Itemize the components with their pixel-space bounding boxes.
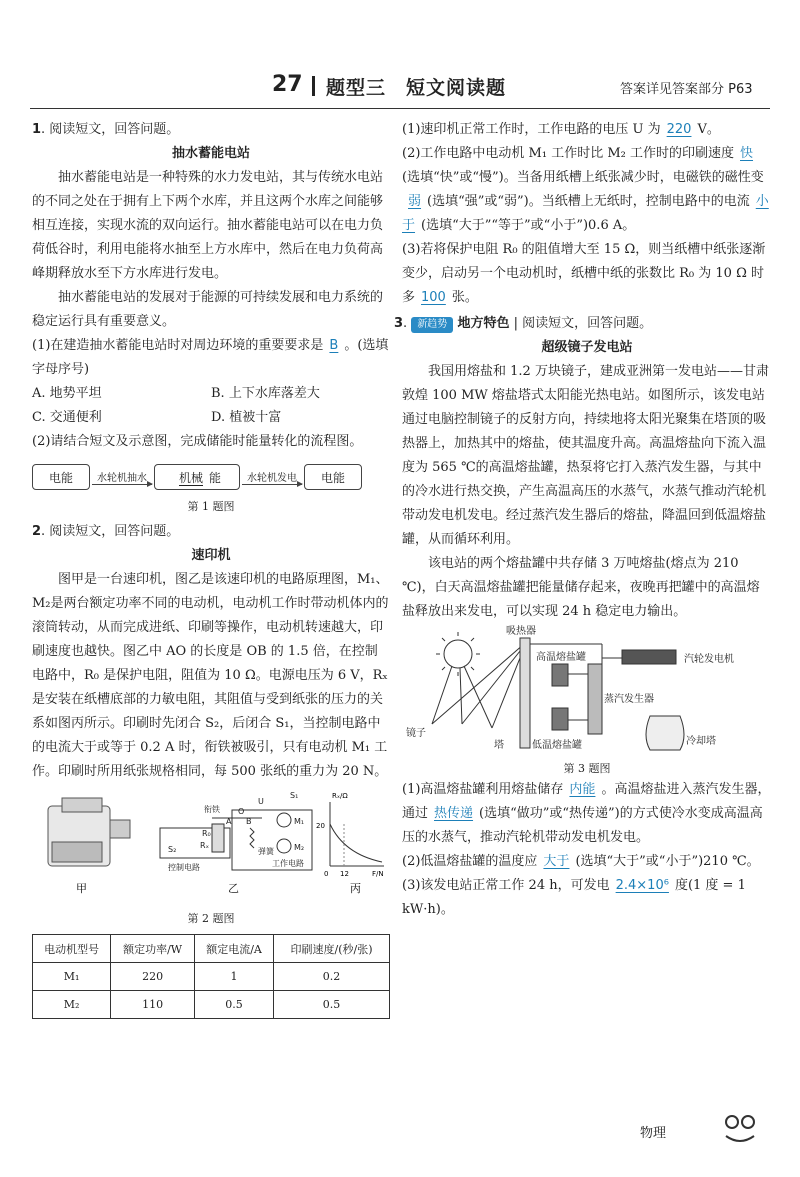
label-absorber: 吸热器 <box>506 626 536 637</box>
option-a: A. 地势平坦 <box>32 386 102 401</box>
resistance-graph <box>316 792 384 895</box>
label-s1: S₁ <box>290 791 299 800</box>
sub-question-text: (选填“大于”“等于”或“小于”)0.6 A。 <box>421 218 636 233</box>
flow-box: 电能 <box>304 464 362 490</box>
graph-tick-0: 0 <box>324 870 329 878</box>
sub-question-text: (选填“快”或“慢”)。当备用纸槽上纸张减少时，电磁铁的磁性变 <box>402 170 764 185</box>
feature-label: 地方特色 <box>457 316 510 331</box>
flow-arrow-label: 水轮机发电 <box>247 473 297 484</box>
label-tower: 塔 <box>494 740 504 751</box>
flow-arrow-label: 水轮机抽水 <box>97 473 147 484</box>
article-paragraph: 抽水蓄能电站的发展对于能源的可持续发展和电力系统的稳定运行具有重要意义。 <box>32 290 384 329</box>
sub-question-text: (2)工作电路中电动机 M₁ 工作时比 M₂ 工作时的印刷速度 <box>402 146 734 161</box>
figure-label-bing: 丙 <box>350 882 361 895</box>
table-header: 电动机型号 <box>33 935 111 963</box>
label-b: B <box>246 817 252 826</box>
label-cooling-tower: 冷却塔 <box>686 736 716 747</box>
label-turbine: 汽轮发电机 <box>684 654 734 665</box>
sub-question-text: (选填“做功”或“热传递”)的方式使冷水变成高温高压的水蒸气，推动汽轮机带动发电机发电。 <box>402 806 763 845</box>
table-cell: 0.5 <box>274 991 390 1019</box>
article-title: 抽水蓄能电站 <box>171 146 250 161</box>
page-number: 27 <box>272 72 303 97</box>
table-cell: M₂ <box>33 991 111 1019</box>
article-title: 速印机 <box>191 548 231 563</box>
graph-y-axis-label: Rₓ/Ω <box>332 792 348 800</box>
sub-question <box>402 850 772 874</box>
table-row <box>33 963 390 991</box>
flow-arrow <box>240 469 304 485</box>
option-c: C. 交通便利 <box>32 410 102 425</box>
flow-arrow <box>90 469 154 485</box>
energy-flow-diagram <box>32 460 390 494</box>
table-header: 额定电流/A <box>194 935 273 963</box>
sub-question-text: 。(选填字母序号) <box>32 338 389 377</box>
option-d: D. 植被十富 <box>211 410 282 425</box>
circuit-labels <box>168 791 304 895</box>
label-a: A <box>226 817 232 826</box>
figure-caption: 第 3 题图 <box>563 762 611 775</box>
question-prompt: . 阅读短文，回答问题。 <box>41 122 180 137</box>
tower <box>520 638 530 748</box>
table-cell: 0.2 <box>274 963 390 991</box>
sub-question-text: (1)速印机正常工作时，工作电路的电压 U 为 <box>402 122 661 137</box>
figure-label-jia: 甲 <box>76 882 87 895</box>
answer-blank: 220 <box>666 122 692 137</box>
sub-question-text: (3)若将保护电阻 R₀ 的阻值增大至 15 Ω，则当纸槽中纸张逐渐变少，启动另一个电动机时，纸槽中纸的张数比 R₀ 为 10 Ω 时多 <box>402 242 766 305</box>
sub-question-text: 。高温熔盐进入蒸汽发生器，通过 <box>402 782 771 821</box>
label-hot-tank: 高温熔盐罐 <box>536 652 586 663</box>
answer-blank: 2.4×10⁶ <box>615 878 669 893</box>
answer-blank: B <box>329 338 339 353</box>
table-cell: 0.5 <box>194 991 273 1019</box>
table-cell: 1 <box>194 963 273 991</box>
sun-icon <box>436 632 480 676</box>
section-title: 题型三 短文阅读题 <box>326 77 507 99</box>
sub-question <box>32 334 390 382</box>
solar-plant-figure <box>402 624 772 756</box>
article-title: 超级镜子发电站 <box>541 340 633 355</box>
question-number: 3 <box>394 316 404 331</box>
table-row <box>33 991 390 1019</box>
question-prompt: 阅读短文，回答问题。 <box>522 316 653 331</box>
label-o: O <box>238 807 245 816</box>
question-2-header <box>32 520 390 544</box>
printer-figure <box>32 784 390 906</box>
motor-table <box>32 934 390 1019</box>
graph-tick-20: 20 <box>316 822 325 830</box>
flow-box-suffix: 能 <box>209 470 222 485</box>
options-grid <box>32 382 390 430</box>
header-divider <box>312 76 315 96</box>
answer-reference: 答案详见答案部分 P63 <box>620 82 753 97</box>
article-paragraph: 图甲是一台速印机，图乙是该速印机的电路原理图，M₁、M₂是两台额定功率不同的电动机，电动机工作时带动机体内的滚筒转动，从而完成进纸、印刷等操作，电动机转速越大，印刷速度也越快。图乙中 AO 的长度是 OB 的 1.5 倍，在控制电路中，R₀ 是保护电阻，阻值为 10 Ω。电源电压为 6 V，Rₓ 是安装在纸槽底部的力敏电阻，其阻值与受到纸张的压力的关系如图丙所示。印刷时先闭合 S₂，后闭合 S₁，当控制电路中的电流大于或等于 0.2 A 时，衔铁被吸引，只有电动机 M₁ 工作。印刷时所用纸张规格相同，每 500 张纸的重力为 20 N。 <box>32 572 389 779</box>
table-cell: 220 <box>111 963 195 991</box>
label-s2: S₂ <box>168 845 177 854</box>
sub-question-text: (选填“大于”或“小于”)210 ℃。 <box>575 854 760 869</box>
label-xiantie: 衔铁 <box>204 805 220 814</box>
question-3-header: 3. 新趋势 地方特色 | 阅读短文，回答问题。 <box>394 316 653 331</box>
label-work-circuit: 工作电路 <box>272 859 304 868</box>
label-m2: M₂ <box>294 843 305 852</box>
sub-question <box>402 874 772 922</box>
flow-box: 电能 <box>32 464 90 490</box>
label-u: U <box>258 797 264 806</box>
table-header: 印刷速度/(秒/张) <box>274 935 390 963</box>
label-control-circuit: 控制电路 <box>168 863 200 872</box>
answer-blank: 100 <box>421 290 446 305</box>
question-prompt: . 阅读短文，回答问题。 <box>41 524 180 539</box>
page-header <box>0 72 800 102</box>
question-number: 2 <box>32 524 42 539</box>
sub-question <box>402 142 772 238</box>
answer-blank: 小于 <box>402 194 769 233</box>
label-tanhuang: 弹簧 <box>258 847 274 856</box>
table-cell: 110 <box>111 991 195 1019</box>
answer-blank: 大于 <box>543 854 570 869</box>
sub-question-text: (1)在建造抽水蓄能电站时对周边环境的重要要求是 <box>32 338 324 353</box>
header-rule <box>30 108 770 109</box>
sub-question <box>402 778 772 850</box>
solar-figure-labels <box>406 624 734 751</box>
question-number: 1 <box>32 122 42 137</box>
flow-box <box>154 464 240 490</box>
label-rx: Rₓ <box>200 841 210 850</box>
sub-question <box>402 238 772 310</box>
figure-caption: 第 1 题图 <box>187 500 235 513</box>
label-mirror: 镜子 <box>406 728 426 739</box>
light-rays <box>432 644 524 728</box>
sub-question-text: (2)低温熔盐罐的温度应 <box>402 854 538 869</box>
left-column <box>32 118 390 1019</box>
answer-blank: 内能 <box>569 782 596 797</box>
sub-question-text: 张。 <box>451 290 478 305</box>
publisher-logo-icon <box>720 1110 760 1146</box>
table-header: 额定功率/W <box>111 935 195 963</box>
question-1-header <box>32 118 390 142</box>
label-m1: M₁ <box>294 817 305 826</box>
label-r0: R₀ <box>202 829 211 838</box>
sub-question <box>402 118 772 142</box>
printer-photo <box>48 798 130 895</box>
sub-question-text: (1)高温熔盐罐利用熔盐储存 <box>402 782 564 797</box>
answer-blank: 弱 <box>408 194 422 209</box>
label-cold-tank: 低温熔盐罐 <box>532 740 582 751</box>
answer-blank: 热传递 <box>434 806 474 821</box>
article-paragraph: 抽水蓄能电站是一种特殊的水力发电站，其与传统水电站的不同之处在于拥有上下两个水库，并且这两个水库之间能够相互连接，实现水流的双向运行。抽水蓄能电站可以在电力负荷低谷时，利用电能将水抽至上方水库中，然后在电力负荷高峰期释放水至下方水库进行发电。 <box>32 170 384 281</box>
graph-tick-12: 12 <box>340 870 349 878</box>
sub-question-text: (3)该发电站正常工作 24 h，可发电 <box>402 878 610 893</box>
graph-x-axis-label: F/N <box>372 870 384 878</box>
figure-label-yi: 乙 <box>228 882 239 895</box>
sub-question-text: (选填“强”或“弱”)。当纸槽上无纸时，控制电路中的电流 <box>427 194 750 209</box>
article-paragraph: 该电站的两个熔盐罐中共存储 3 万吨熔盐(熔点为 210 ℃)，白天高温熔盐罐把能量储存起来，夜晚再把罐中的高温熔盐释放出来发电，可以实现 24 h 稳定电力输出。 <box>402 556 760 619</box>
figure-caption: 第 2 题图 <box>187 912 235 925</box>
table-cell: M₁ <box>33 963 111 991</box>
right-column <box>394 118 772 922</box>
answer-blank: 快 <box>740 146 754 161</box>
table-header-row <box>33 935 390 963</box>
sub-question: (2)请结合短文及示意图，完成储能时能量转化的流程图。 <box>32 434 363 449</box>
article-paragraph: 我国用熔盐和 1.2 万块镜子，建成亚洲第一发电站——甘肃敦煌 100 MW 熔盐塔式太阳能光热电站。如图所示，该发电站通过电脑控制镜子的反射方向，持续地将太阳光聚集在塔顶的吸热器上，加热其中的熔盐，使其温度升高。高温熔盐向下流入温度为 565 ℃的高温熔盐罐，热泵将它打入蒸汽发生器，与其中的冷水进行热交换，产生高温高压的水蒸气，水蒸气推动汽轮机带动发电机发电。经过蒸汽发生器后的熔盐，降温回到低温熔盐罐，从而循环利用。 <box>402 364 769 547</box>
footer-subject: 物理 <box>640 1126 667 1141</box>
trend-badge: 新趋势 <box>411 317 453 333</box>
option-b: B. 上下水库落差大 <box>211 386 320 401</box>
sub-question-text: V。 <box>697 122 720 137</box>
label-steam-generator: 蒸汽发生器 <box>604 694 654 705</box>
sub-question-text: 度(1 度 = 1 kW·h)。 <box>402 878 746 917</box>
answer-blank: 机械 <box>178 470 203 485</box>
